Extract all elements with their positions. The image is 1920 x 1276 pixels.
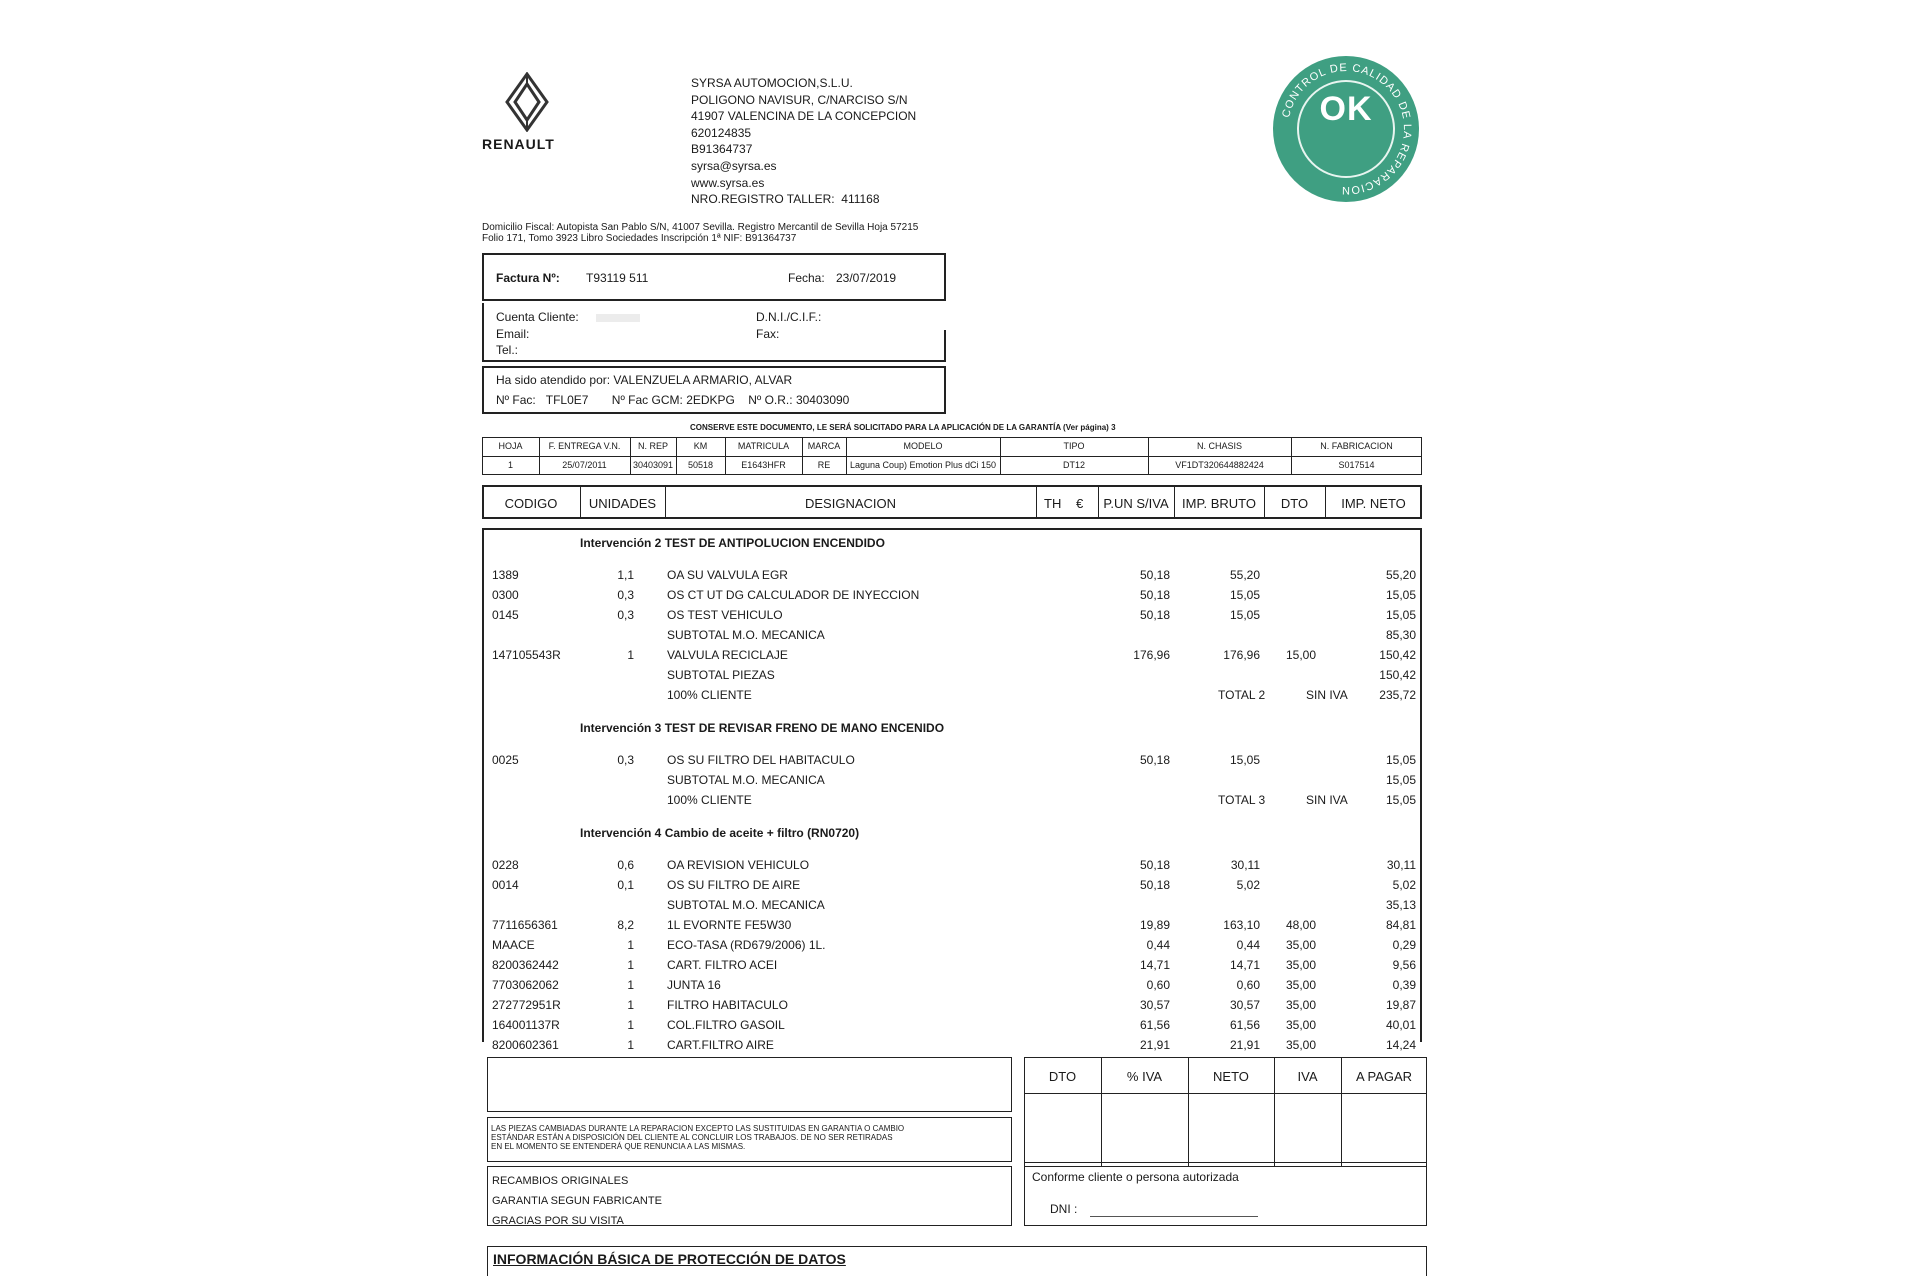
item-discount: 35,00: [1285, 958, 1316, 972]
item-units: 1,1: [617, 568, 634, 582]
item-designation: FILTRO HABITACULO: [667, 998, 788, 1012]
cuenta-cliente-label: Cuenta Cliente:: [496, 310, 579, 324]
vehicle-header-cell: N. FABRICACION: [1320, 441, 1393, 451]
item-designation: OA SU VALVULA EGR: [667, 568, 788, 582]
dni-label: DNI :: [1050, 1202, 1078, 1216]
item-units: 0,3: [617, 588, 634, 602]
vehicle-header-cell: N. REP: [637, 441, 668, 451]
item-designation: SUBTOTAL M.O. MECANICA: [667, 628, 825, 642]
item-total-label: TOTAL 3: [1218, 793, 1266, 807]
item-code: 147105543R: [492, 648, 561, 662]
intervencion-title: Intervención 3 TEST DE REVISAR FRENO DE MANO ENCENIDO: [580, 721, 945, 735]
vehicle-value-cell: S017514: [1338, 460, 1375, 470]
item-units: 1: [627, 938, 634, 952]
item-gross: 5,02: [1236, 878, 1260, 892]
item-gross: 163,10: [1223, 918, 1260, 932]
brand-name: RENAULT: [482, 136, 555, 152]
item-code: 7703062062: [492, 978, 559, 992]
totals-header: NETO: [1213, 1069, 1249, 1084]
item-unit-price: 176,96: [1133, 648, 1170, 662]
totals-header: A PAGAR: [1355, 1069, 1413, 1084]
totals-header: % IVA: [1126, 1069, 1163, 1084]
item-units: 1: [627, 958, 634, 972]
company-line: SYRSA AUTOMOCION,S.L.U.: [691, 76, 853, 90]
item-designation: ECO-TASA (RD679/2006) 1L.: [667, 938, 826, 952]
dni-cif-label: D.N.I./C.I.F.:: [756, 310, 822, 324]
item-net: 15,05: [1385, 753, 1416, 767]
item-gross: 55,20: [1229, 568, 1260, 582]
item-code: 0014: [492, 878, 519, 892]
company-line: B91364737: [691, 142, 753, 157]
item-unit-price: 50,18: [1139, 588, 1170, 602]
item-designation: OS CT UT DG CALCULADOR DE INYECCION: [667, 588, 920, 602]
vehicle-value-cell: E1643HFR: [741, 460, 786, 470]
fecha-label: Fecha:: [788, 271, 825, 285]
vehicle-value-cell: 1: [507, 460, 513, 470]
item-units: 0,3: [617, 608, 634, 622]
item-code: 8200602361: [492, 1038, 559, 1052]
header-col-divider: [1036, 485, 1037, 519]
item-siniva: SIN IVA: [1306, 688, 1348, 702]
item-net: 150,42: [1379, 668, 1416, 682]
column-header-euro: €: [1076, 496, 1084, 511]
item-code: 0300: [492, 588, 519, 602]
item-total-amount: 235,72: [1379, 688, 1416, 702]
item-units: 0,3: [617, 753, 634, 767]
item-discount: 35,00: [1285, 1038, 1316, 1052]
factura-number: T93119 511: [586, 271, 649, 285]
seal-ok-text: OK: [1319, 90, 1373, 128]
company-block: [691, 75, 916, 208]
seal-ring-text: CONTROL DE CALIDAD DE LA REPARACION: [1280, 61, 1414, 197]
footer-notes: RECAMBIOS ORIGINALES GARANTIA SEGUN FABRICANTE GRACIAS POR SU VISITA: [492, 1175, 662, 1227]
vehicle-header-cell: MARCA: [807, 441, 841, 451]
item-net: 0,39: [1392, 978, 1416, 992]
company-line: 620124835: [691, 125, 752, 140]
vehicle-value-cell: VF1DT320644882424: [1175, 460, 1264, 470]
item-designation: SUBTOTAL PIEZAS: [667, 668, 775, 682]
intervencion-title: Intervención 4 Cambio de aceite + filtro (RN0720): [580, 826, 860, 840]
item-units: 0,6: [617, 858, 634, 872]
item-unit-price: 50,18: [1139, 568, 1170, 582]
item-gross: 30,11: [1230, 858, 1260, 872]
column-header: UNIDADES: [588, 496, 657, 511]
item-designation: OS SU FILTRO DE AIRE: [667, 878, 801, 892]
item-net: 9,56: [1392, 958, 1416, 972]
intervencion-title: Intervención 2 TEST DE ANTIPOLUCION ENCENDIDO: [580, 536, 885, 550]
item-unit-price: 14,71: [1139, 958, 1170, 972]
observaciones-box: [487, 1057, 1012, 1112]
conforme-label: Conforme cliente o persona autorizada: [1032, 1170, 1239, 1184]
item-cliente: 100% CLIENTE: [667, 793, 752, 807]
item-gross: 14,71: [1229, 958, 1260, 972]
vehicle-value-cell: DT12: [1062, 460, 1085, 470]
item-units: 1: [627, 998, 634, 1012]
item-unit-price: 50,18: [1139, 753, 1170, 767]
item-gross: 15,05: [1229, 608, 1260, 622]
vehicle-value-cell: RE: [817, 460, 831, 470]
item-total-label: TOTAL 2: [1218, 688, 1266, 702]
column-header-th: TH: [1044, 496, 1062, 511]
item-designation: 1L EVORNTE FE5W30: [667, 918, 792, 932]
company-line: 41907 VALENCINA DE LA CONCEPCION: [691, 109, 917, 124]
registro-value: 411168: [841, 192, 880, 207]
column-header: P.UN S/IVA: [1103, 496, 1169, 511]
item-unit-price: 50,18: [1139, 608, 1170, 622]
item-gross: 15,05: [1229, 753, 1260, 767]
column-header: IMP. NETO: [1341, 496, 1406, 511]
item-unit-price: 0,44: [1146, 938, 1170, 952]
company-line: syrsa@syrsa.es: [691, 158, 777, 173]
fax-label: Fax:: [756, 327, 780, 341]
item-net: 30,11: [1386, 858, 1416, 872]
item-gross: 15,05: [1229, 588, 1260, 602]
vehicle-value-cell: Laguna Coup) Emotion Plus dCi 150: [849, 460, 997, 470]
item-units: 1: [627, 1038, 634, 1052]
item-designation: SUBTOTAL M.O. MECANICA: [667, 898, 825, 912]
legal-note: LAS PIEZAS CAMBIADAS DURANTE LA REPARACION EXCEPTO LAS SUSTITUIDAS EN GARANTIA O CAMBIO ESTÁNDAR ESTÁN A DISPOSICIÓN DEL CLIENTE AL CONCLUIR LOS TRABAJOS. DE NO SER RETIRADAS EN EL MOMENTO SE ENTENDERÁ QUE RENUNCIA A LAS MISMAS.: [491, 1124, 905, 1151]
column-header: DESIGNACION: [804, 496, 896, 511]
tel-label: Tel.:: [496, 343, 519, 357]
item-designation: CART.FILTRO AIRE: [667, 1038, 774, 1052]
item-unit-price: 61,56: [1139, 1018, 1170, 1032]
item-units: 1: [627, 1018, 634, 1032]
item-discount: 35,00: [1285, 1018, 1316, 1032]
item-gross: 176,96: [1223, 648, 1260, 662]
item-code: 7711656361: [492, 918, 558, 932]
redacted-field: [596, 314, 640, 322]
garantia-note: CONSERVE ESTE DOCUMENTO, LE SERÁ SOLICITADO PARA LA APLICACIÓN DE LA GARANTÍA (Ver página) 3: [690, 423, 1116, 432]
item-gross: 61,56: [1229, 1018, 1260, 1032]
item-unit-price: 21,91: [1139, 1038, 1170, 1052]
item-code: 1389: [492, 568, 519, 582]
item-units: 8,2: [617, 918, 634, 932]
nfac-label: Nº Fac:: [496, 393, 536, 407]
domicilio-fiscal: Domicilio Fiscal: Autopista San Pablo S/N, 41007 Sevilla. Registro Mercantil de Sevilla Hoja 57215 Folio 171, Tomo 3923 Libro Sociedades Inscripción 1ª NIF: B91364737: [482, 222, 919, 244]
item-net: 40,01: [1385, 1018, 1416, 1032]
or-value: 30403090: [795, 393, 850, 407]
vehicle-header-cell: HOJA: [498, 441, 523, 451]
atendido-value: VALENZUELA ARMARIO, ALVAR: [613, 373, 793, 387]
column-header: CODIGO: [504, 496, 558, 511]
item-designation: CART. FILTRO ACEI: [667, 958, 778, 972]
totals-header: DTO: [1048, 1069, 1077, 1084]
item-net: 150,42: [1379, 648, 1416, 662]
item-net: 55,20: [1385, 568, 1416, 582]
item-net: 0,29: [1392, 938, 1416, 952]
item-net: 19,87: [1385, 998, 1416, 1012]
vehicle-header-cell: MODELO: [903, 441, 943, 451]
item-code: 0228: [492, 858, 519, 872]
registro-label: NRO.REGISTRO TALLER:: [691, 192, 835, 207]
vehicle-value-cell: 25/07/2011: [562, 460, 607, 470]
item-designation: SUBTOTAL M.O. MECANICA: [667, 773, 825, 787]
item-unit-price: 19,89: [1139, 918, 1170, 932]
item-net: 15,05: [1385, 588, 1416, 602]
item-unit-price: 50,18: [1139, 878, 1170, 892]
vehicle-value-cell: 30403091: [632, 460, 674, 470]
item-gross: 21,91: [1229, 1038, 1260, 1052]
gcm-value: 2EDKPG: [686, 393, 735, 407]
item-total-amount: 15,05: [1385, 793, 1416, 807]
item-code: 8200362442: [492, 958, 559, 972]
fecha-value: 23/07/2019: [836, 271, 897, 285]
item-code: 0025: [492, 753, 519, 767]
item-designation: JUNTA 16: [667, 978, 721, 992]
item-designation: OS SU FILTRO DEL HABITACULO: [667, 753, 855, 767]
email-label: Email:: [496, 327, 530, 341]
item-discount: 48,00: [1285, 918, 1316, 932]
item-gross: 0,60: [1236, 978, 1260, 992]
or-label: Nº O.R.:: [748, 393, 793, 407]
item-discount: 35,00: [1285, 998, 1316, 1012]
item-net: 14,24: [1385, 1038, 1416, 1052]
renault-logo-icon: [505, 72, 549, 132]
item-net: 84,81: [1385, 918, 1416, 932]
vehicle-header-cell: MATRICULA: [737, 441, 790, 451]
item-units: 1: [627, 978, 634, 992]
item-net: 85,30: [1385, 628, 1416, 642]
item-discount: 35,00: [1285, 938, 1316, 952]
item-siniva: SIN IVA: [1306, 793, 1348, 807]
item-units: 0,1: [617, 878, 634, 892]
item-units: 1: [627, 648, 634, 662]
item-code: 164001137R: [492, 1018, 560, 1032]
item-code: 272772951R: [492, 998, 561, 1012]
company-line: POLIGONO NAVISUR, C/NARCISO S/N: [691, 92, 908, 107]
item-discount: 35,00: [1285, 978, 1316, 992]
column-header: IMP. BRUTO: [1182, 496, 1256, 511]
column-header: DTO: [1280, 496, 1309, 511]
vehicle-header-cell: F. ENTREGA V.N.: [548, 441, 621, 451]
item-gross: 0,44: [1236, 938, 1260, 952]
item-unit-price: 30,57: [1139, 998, 1170, 1012]
vehicle-header-cell: N. CHASIS: [1196, 441, 1242, 451]
quality-seal: [1273, 56, 1419, 202]
gcm-label: Nº Fac GCM:: [611, 393, 683, 407]
company-line: www.syrsa.es: [691, 175, 765, 190]
item-designation: OS TEST VEHICULO: [667, 608, 783, 622]
item-net: 15,05: [1385, 608, 1416, 622]
item-net: 15,05: [1385, 773, 1416, 787]
item-cliente: 100% CLIENTE: [667, 688, 752, 702]
item-designation: VALVULA RECICLAJE: [667, 648, 788, 662]
item-code: MAACE: [492, 938, 535, 952]
item-discount: 15,00: [1285, 648, 1316, 662]
item-designation: OA REVISION VEHICULO: [667, 858, 810, 872]
proteccion-title: INFORMACIÓN BÁSICA DE PROTECCIÓN DE DATOS: [493, 1251, 846, 1267]
nfac-value: TFL0E7: [545, 393, 589, 407]
factura-label: Factura Nº:: [496, 271, 560, 285]
item-net: 5,02: [1392, 878, 1416, 892]
item-unit-price: 0,60: [1146, 978, 1170, 992]
vehicle-header-cell: KM: [693, 441, 708, 451]
item-unit-price: 50,18: [1139, 858, 1170, 872]
item-net: 35,13: [1385, 898, 1416, 912]
item-gross: 30,57: [1229, 998, 1260, 1012]
totals-header: IVA: [1297, 1069, 1318, 1084]
vehicle-header-cell: TIPO: [1063, 441, 1085, 451]
item-designation: COL.FILTRO GASOIL: [667, 1018, 785, 1032]
vehicle-value-cell: 50518: [687, 460, 714, 470]
item-code: 0145: [492, 608, 519, 622]
atendido-label: Ha sido atendido por:: [496, 373, 611, 387]
